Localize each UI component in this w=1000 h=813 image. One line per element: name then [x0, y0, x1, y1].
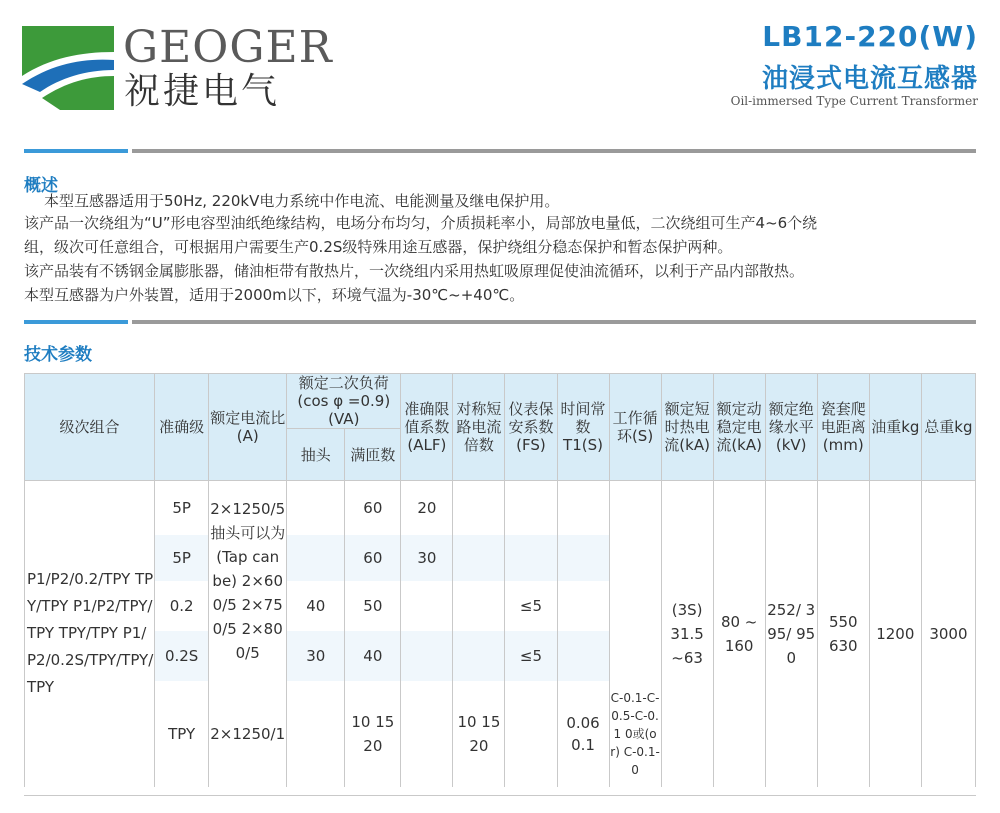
row-tap	[287, 481, 345, 535]
overview-line-4: 该产品装有不锈钢金属膨胀器，储油柜带有散热片，一次绕组内采用热虹吸原理促使油流循环，以利于产品内部散热。	[24, 262, 805, 280]
spec-table	[24, 373, 976, 787]
brand-name-cn: 祝捷电气	[124, 71, 281, 112]
tpy-tap	[287, 681, 345, 787]
header-total: 总重kg	[921, 374, 975, 481]
tpy-t1: 0.06 0.1	[557, 681, 609, 787]
header-burden-tap: 抽头	[287, 429, 345, 481]
row-full: 50	[345, 581, 401, 631]
row-sym	[453, 535, 505, 581]
combo-cell: P1/P2/0.2/TPY TPY/TPY P1/P2/TPY/TPY TPY/TPY P1/P2/0.2S/TPY/TPY/TPY	[25, 481, 155, 787]
tpy-fs	[505, 681, 557, 787]
header-combo: 级次组合	[25, 374, 155, 481]
row-full: 60	[345, 481, 401, 535]
row-fs	[505, 535, 557, 581]
row-tap: 40	[287, 581, 345, 631]
overview-line-5: 本型互感器为户外装置，适用于2000m以下，环境气温为-30℃~+40℃。	[24, 286, 525, 304]
header-oil: 油重kg	[869, 374, 921, 481]
header-fs: 仪表保安系数(FS)	[505, 374, 557, 481]
short-cell: (3S) 31.5 ~63	[661, 481, 713, 787]
dynamic-cell: 80 ~ 160	[713, 481, 765, 787]
tpy-accuracy: TPY	[155, 681, 209, 787]
row-sym	[453, 481, 505, 535]
insulation-cell: 252/ 395/ 950	[765, 481, 817, 787]
header-burden: 额定二次负荷(cos φ =0.9)(VA)	[287, 374, 401, 429]
row-accuracy: 0.2	[155, 581, 209, 631]
header-cycle: 工作循环(S)	[609, 374, 661, 481]
overview-line-1: 本型互感器适用于50Hz, 220kV电力系统中作电流、电能测量及继电保护用。	[44, 192, 560, 210]
header-burden-full: 满匝数	[345, 429, 401, 481]
tpy-full: 10 15 20	[345, 681, 401, 787]
header-creep: 瓷套爬电距离(mm)	[817, 374, 869, 481]
product-model: LB12-220(W)	[762, 20, 978, 53]
header-insulation: 额定绝缘水平(kV)	[765, 374, 817, 481]
table-bottom-rule	[24, 795, 976, 796]
header-ratio: 额定电流比(A)	[209, 374, 287, 481]
tpy-alf	[401, 681, 453, 787]
overview-title: 概述	[24, 176, 58, 196]
header-sym: 对称短路电流倍数	[453, 374, 505, 481]
total-cell: 3000	[921, 481, 975, 787]
ratio-cell: 2×1250/5抽头可以为(Tap can be) 2×600/5 2×750/5 2×800/5	[209, 481, 287, 681]
row-accuracy: 5P	[155, 481, 209, 535]
creep-cell: 550 630	[817, 481, 869, 787]
row-tap	[287, 535, 345, 581]
section-divider	[24, 320, 976, 324]
oil-cell: 1200	[869, 481, 921, 787]
row-t1	[557, 631, 609, 681]
header-alf: 准确限值系数(ALF)	[401, 374, 453, 481]
row-alf	[401, 631, 453, 681]
overview-line-2: 该产品一次绕组为“U”形电容型油纸绝缘结构，电场分布均匀，介质损耗率小，局部放电量低，二次绕组可生产4~6个绕	[24, 214, 818, 232]
row-sym	[453, 581, 505, 631]
row-full: 60	[345, 535, 401, 581]
row-sym	[453, 631, 505, 681]
header-short: 额定短时热电流(kA)	[661, 374, 713, 481]
row-t1	[557, 581, 609, 631]
cycle-empty	[609, 481, 661, 681]
product-name-en: Oil-immersed Type Current Transformer	[730, 94, 978, 108]
product-name-cn: 油浸式电流互感器	[761, 64, 978, 94]
header-accuracy: 准确级	[155, 374, 209, 481]
row-alf	[401, 581, 453, 631]
row-fs	[505, 481, 557, 535]
row-t1	[557, 481, 609, 535]
row-tap: 30	[287, 631, 345, 681]
row-accuracy: 5P	[155, 535, 209, 581]
row-fs: ≤5	[505, 631, 557, 681]
section-divider	[24, 149, 976, 153]
brand-logo-mark	[20, 22, 116, 118]
overview-line-3: 组，级次可任意组合，可根据用户需要生产0.2S级特殊用途互感器，保护绕组分稳态保护和暂态保护两种。	[24, 238, 733, 256]
specs-title: 技术参数	[24, 345, 92, 365]
header-dynamic: 额定动稳定电流(kA)	[713, 374, 765, 481]
brand-name-en: GEOGER	[123, 22, 333, 73]
row-t1	[557, 535, 609, 581]
row-alf: 30	[401, 535, 453, 581]
row-full: 40	[345, 631, 401, 681]
tpy-ratio: 2×1250/1	[209, 681, 287, 787]
tpy-cycle: C-0.1-C-0.5-C-0.1 0或(or) C-0.1-0	[609, 681, 661, 787]
row-alf: 20	[401, 481, 453, 535]
row-accuracy: 0.2S	[155, 631, 209, 681]
header-t1: 时间常数T1(S)	[557, 374, 609, 481]
row-fs: ≤5	[505, 581, 557, 631]
tpy-sym: 10 15 20	[453, 681, 505, 787]
